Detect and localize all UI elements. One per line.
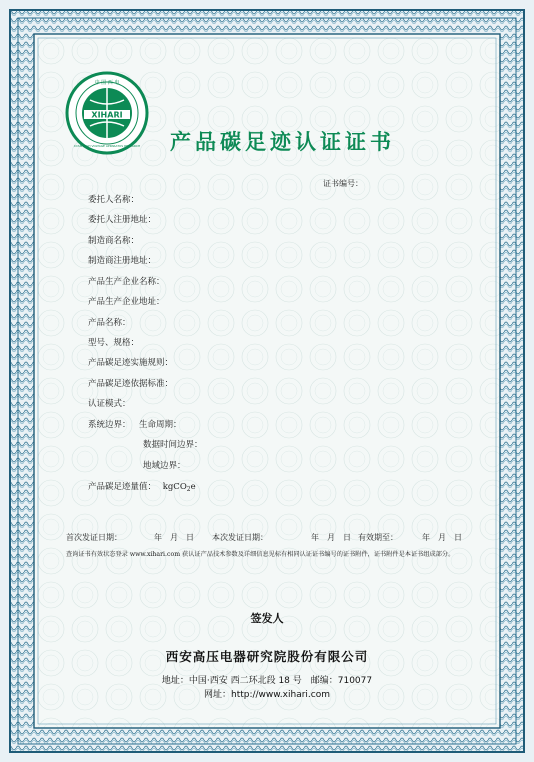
signer-label: 签发人 [250,612,284,625]
field-producer-address: 产品生产企业地址： [88,297,165,307]
field-footprint-value [88,480,196,493]
certificate-title: 产品碳足迹认证证书 [170,130,395,154]
cert-number-label: 证书编号： [323,179,363,188]
field-manufacturer-name: 制造商名称： [88,236,140,246]
unit-end: e [190,482,196,492]
logo-brand-text: XIHARI [91,110,123,120]
company-website: 网址：http://www.xihari.com [203,690,331,700]
footprint-unit [163,482,196,492]
verification-note: 查询证书有效状态登录 www.xihari.com 获认证产品技术参数及详细信息见标有相同认证证书编号的证书附件，证书附件是本证书组成部分。 [66,551,455,558]
this-issue-date: 年 月 日 [311,533,351,542]
first-issue-date: 年 月 日 [154,533,194,542]
field-producer-name: 产品生产企业名称： [88,277,165,287]
unit-sub: 2 [186,486,191,493]
company-name: 西安高压电器研究院股份有限公司 [165,649,369,664]
field-region-boundary: 地域边界： [143,461,186,471]
field-manufacturer-address: 制造商注册地址： [88,256,157,266]
field-standard: 产品碳足迹依据标准： [88,379,174,389]
unit-main: kgCO [162,482,187,492]
field-client-address: 委托人注册地址： [88,215,157,225]
first-issue-label: 首次发证日期： [66,533,122,542]
field-product-name: 产品名称： [88,318,131,328]
logo-ring-top: 中 国 西 电 [94,80,120,86]
valid-to-label: 有效期至： [358,533,398,542]
field-time-boundary: 数据时间边界： [143,440,203,450]
this-issue-label: 本次发证日期： [212,533,268,542]
company-address: 地址：中国·西安 西二环北段 18 号 邮编：710077 [161,676,373,686]
logo-ring-bottom: XI'AN HIGH VOLTAGE APPARATUS RESEARCH [73,144,141,148]
footprint-label: 产品碳足迹量值： [88,482,157,492]
xihari-logo [64,70,150,156]
field-model: 型号、规格： [88,338,140,348]
field-life-cycle: 生命周期： [139,420,182,430]
valid-to-date: 年 月 日 [422,533,462,542]
field-client-name: 委托人名称： [88,195,140,205]
field-system-boundary: 系统边界： [88,420,131,430]
field-rules: 产品碳足迹实施规则： [88,358,174,368]
field-mode: 认证模式： [88,399,131,409]
